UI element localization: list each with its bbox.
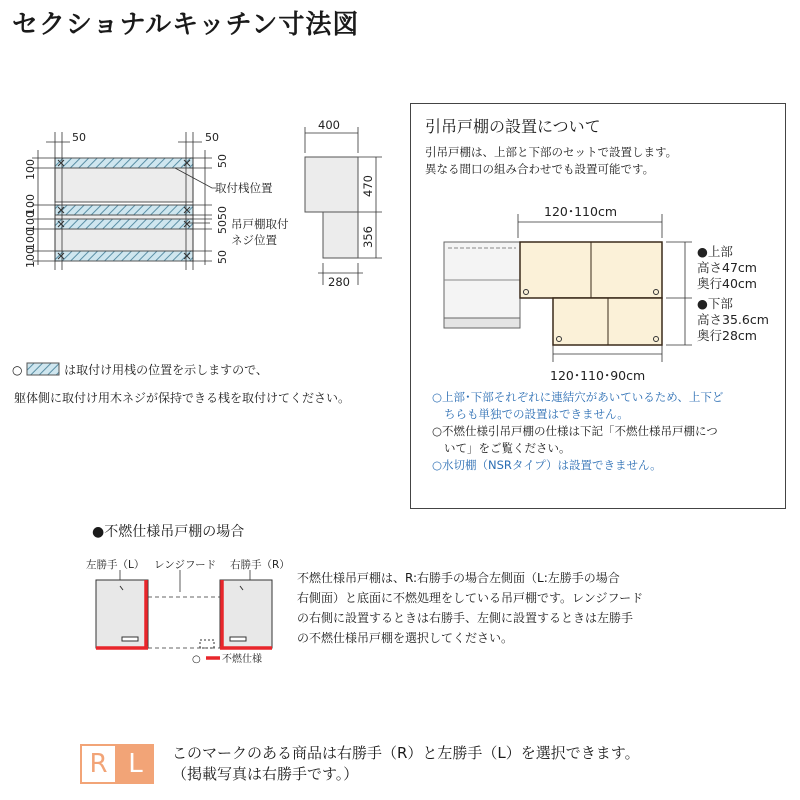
- upper-width-label: 120･110cm: [544, 204, 618, 219]
- dim-left-5: 100: [24, 247, 37, 268]
- rl-description: [172, 743, 640, 785]
- dim-right-4: 50: [216, 250, 229, 264]
- panel-title: 引吊戸棚の設置について: [425, 117, 601, 136]
- panel-desc-line2: 異なる間口の組み合わせでも設置可能です。: [425, 162, 655, 176]
- dim-right-3: 50: [216, 220, 229, 234]
- nonflammable-desc-line1: 不燃仕様吊戸棚は、R:右勝手の場合左側面（L:左勝手の場合: [297, 571, 620, 585]
- dim-height-lower: 356: [361, 226, 375, 248]
- rail-note-line2: 躯体側に取付け用木ネジが保持できる桟を取付けてください。: [14, 391, 351, 405]
- rl-desc-line2: （掲載写真は右勝手です。）: [172, 765, 359, 783]
- hatch-legend-icon: [26, 362, 60, 376]
- panel-description: [425, 144, 677, 178]
- label-screw-line2: ネジ位置: [231, 233, 277, 247]
- label-right-hand: 右勝手（R）: [230, 559, 290, 571]
- label-left-hand: 左勝手（L）: [86, 559, 145, 571]
- dim-top-left: 50: [72, 131, 86, 144]
- panel-note-2-line1: ○不燃仕様引吊戸棚の仕様は下記「不燃仕様吊戸棚につ: [432, 424, 718, 438]
- panel-note-2-line2: いて」をご覧ください。: [444, 441, 571, 455]
- lower-depth: 奥行28cm: [697, 328, 757, 343]
- legend-label: 不燃仕様: [222, 654, 262, 665]
- panel-desc-line1: 引吊戸棚は、上部と下部のセットで設置します。: [425, 145, 678, 159]
- note-bullet: ○: [12, 363, 23, 377]
- sliding-cabinet-diagram: [440, 200, 786, 385]
- upper-label: ●上部: [697, 244, 733, 259]
- dim-height-upper: 470: [361, 175, 375, 197]
- mounting-rail: [55, 251, 193, 261]
- nonflammable-description: [297, 568, 643, 648]
- r-mark: R: [80, 744, 117, 784]
- mounting-rail: [55, 219, 193, 229]
- side-upper-cabinet: [305, 157, 358, 212]
- label-screw-line1: 吊戸棚取付: [231, 217, 289, 231]
- panel-note-1-line1: ○上部･下部それぞれに連結穴があいているため、上下ど: [432, 390, 724, 404]
- side-lower-cabinet: [323, 212, 358, 258]
- nonflammable-desc-line3: の右側に設置するときは右勝手、左側に設置するときは左勝手: [297, 611, 634, 625]
- mounting-rail: [55, 205, 193, 215]
- label-range-hood: レンジフード: [154, 559, 217, 571]
- nonflammable-desc-line4: の不燃仕様吊戸棚を選択してください。: [297, 631, 514, 645]
- nonflammable-title: ●不燃仕様吊戸棚の場合: [92, 524, 245, 540]
- lower-height: 高さ35.6cm: [697, 312, 769, 327]
- dim-top-right: 50: [205, 131, 219, 144]
- nonflammable-diagram: [80, 552, 290, 672]
- upper-depth: 奥行40cm: [697, 276, 757, 291]
- legend-bullet: ○: [192, 654, 201, 665]
- dim-left-4: 100: [24, 229, 37, 250]
- page-title: セクショナルキッチン寸法図: [12, 10, 360, 40]
- panel-note-3-line1: ○水切棚（NSRタイプ）は設置できません。: [432, 458, 662, 472]
- rail-note-line1: [12, 360, 268, 380]
- nonflammable-desc-line2: 右側面）と底面に不燃処理をしている吊戸棚です。レンジフード: [297, 591, 644, 605]
- dim-width-top: 400: [318, 118, 340, 132]
- side-section-drawing: [290, 115, 400, 290]
- dim-width-bottom: 280: [328, 275, 350, 289]
- dim-right-2: 50: [216, 206, 229, 220]
- dim-left-2: 100: [24, 194, 37, 215]
- label-mounting-rail: 取付桟位置: [215, 181, 273, 195]
- l-mark: L: [117, 744, 154, 784]
- dim-left-3: 100: [24, 211, 37, 232]
- note-text-line1: は取付け用桟の位置を示しますので、: [64, 363, 268, 377]
- lower-label: ●下部: [697, 296, 733, 311]
- rl-mark: [80, 744, 154, 784]
- dim-right-1: 50: [216, 154, 229, 168]
- upper-height: 高さ47cm: [697, 260, 757, 275]
- rl-desc-line1: このマークのある商品は右勝手（R）と左勝手（L）を選択できます。: [172, 744, 640, 762]
- panel-notes-list: [432, 389, 723, 474]
- mounting-rail: [55, 158, 193, 168]
- lower-width-label: 120･110･90cm: [550, 368, 646, 383]
- dim-left-1: 100: [24, 159, 37, 180]
- range-hood: [444, 242, 520, 328]
- panel-note-1-line2: ちらも単独での設置はできません。: [444, 407, 629, 421]
